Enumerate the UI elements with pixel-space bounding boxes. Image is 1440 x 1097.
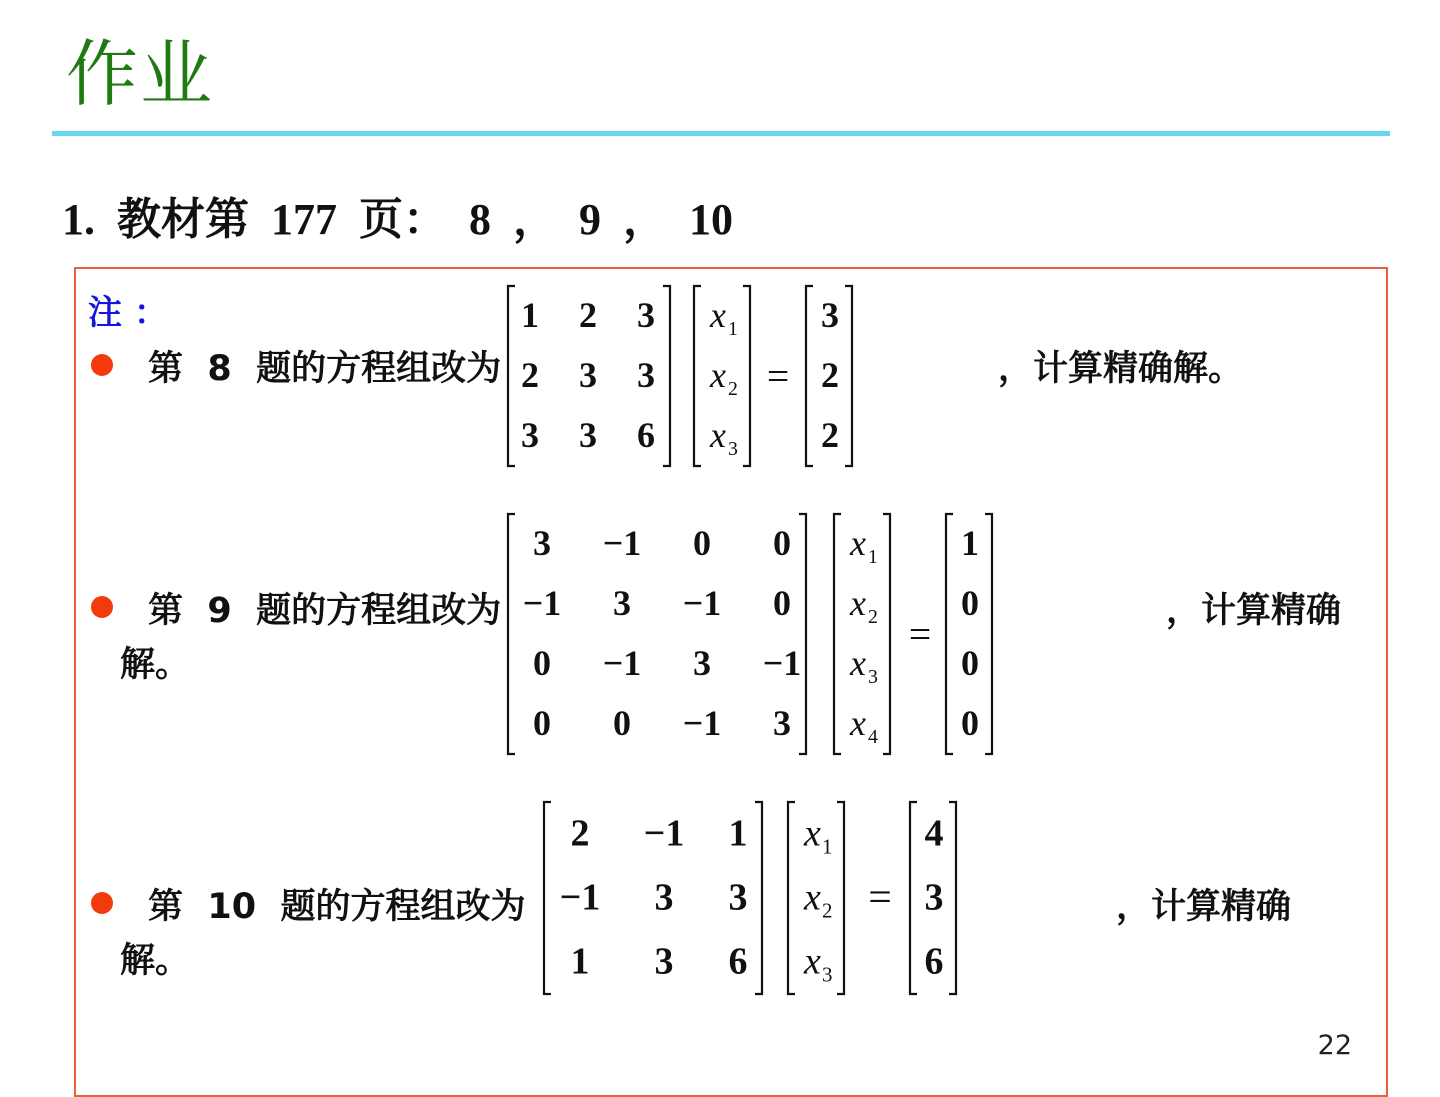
unknown-variable: x xyxy=(710,354,726,395)
note-label: 注 ： xyxy=(88,293,168,333)
problem-10-suffix: ，计算精确 xyxy=(1116,887,1292,927)
unknown-subscript: 3 xyxy=(822,962,833,987)
page-number: 22 xyxy=(1317,1030,1352,1061)
problem-9-continuation: 解。 xyxy=(120,645,191,685)
unknown-variable: x xyxy=(850,702,866,743)
unknown-variable: x xyxy=(804,876,821,919)
matrix-entry: 3 xyxy=(637,354,655,395)
unknown-variable: x xyxy=(804,940,821,983)
matrix-right-bracket xyxy=(755,802,762,994)
matrix-entry: 3 xyxy=(728,876,748,919)
matrix-entry: −1 xyxy=(559,876,601,919)
matrix-entry: 0 xyxy=(693,522,711,563)
problem-9-text: 第 9 题的方程组改为 xyxy=(148,591,502,631)
matrix-entry: 0 xyxy=(533,642,551,683)
rhs-entry: 2 xyxy=(821,354,839,395)
matrix-right-bracket xyxy=(799,514,806,754)
unknown-variable: x xyxy=(710,414,726,455)
slide-title: 作业 xyxy=(66,32,215,116)
matrix-entry: 0 xyxy=(773,522,791,563)
matrix-entry: 3 xyxy=(654,940,674,983)
unknown-subscript: 3 xyxy=(728,437,738,460)
bullet-dot xyxy=(91,354,113,376)
rhs-right-bracket xyxy=(949,802,956,994)
matrix-entry: −1 xyxy=(602,642,642,683)
rhs-left-bracket xyxy=(946,514,953,754)
problem-10-equation xyxy=(536,790,976,987)
vector-left-bracket xyxy=(834,514,841,754)
unknown-variable: x xyxy=(850,582,866,623)
matrix-left-bracket xyxy=(508,286,515,466)
bullet-dot xyxy=(91,596,113,618)
vector-right-bracket xyxy=(743,286,750,466)
unknown-subscript: 3 xyxy=(868,665,878,688)
matrix-left-bracket xyxy=(508,514,515,754)
matrix-entry: 1 xyxy=(521,294,539,335)
rhs-entry: 4 xyxy=(924,812,944,855)
problem-10-text: 第 10 题的方程组改为 xyxy=(148,887,526,927)
unknown-variable: x xyxy=(804,812,821,855)
problem-9-equation xyxy=(500,502,1020,748)
matrix-left-bracket xyxy=(544,802,551,994)
matrix-entry: −1 xyxy=(682,702,722,743)
assignment-heading: 1. 教材第 177 页： 8 ， 9 ， 10 xyxy=(62,195,733,244)
rhs-left-bracket xyxy=(806,286,813,466)
vector-right-bracket xyxy=(883,514,890,754)
matrix-entry: 0 xyxy=(773,582,791,623)
matrix-entry: 3 xyxy=(654,876,674,919)
matrix-entry: −1 xyxy=(682,582,722,623)
rhs-entry: 6 xyxy=(924,940,944,983)
matrix-entry: 1 xyxy=(570,940,590,983)
rhs-entry: 0 xyxy=(961,702,979,743)
problem-10-continuation: 解。 xyxy=(120,941,191,981)
vector-left-bracket xyxy=(788,802,795,994)
unknown-subscript: 2 xyxy=(868,605,878,628)
rhs-entry: 3 xyxy=(924,876,944,919)
rhs-entry: 1 xyxy=(961,522,979,563)
vector-left-bracket xyxy=(694,286,701,466)
unknown-subscript: 2 xyxy=(728,377,738,400)
vector-right-bracket xyxy=(837,802,844,994)
matrix-entry: 0 xyxy=(533,702,551,743)
matrix-entry: 2 xyxy=(521,354,539,395)
unknown-variable: x xyxy=(850,642,866,683)
bullet-dot xyxy=(91,892,113,914)
matrix-entry: 3 xyxy=(579,354,597,395)
matrix-entry: −1 xyxy=(762,642,802,683)
rhs-right-bracket xyxy=(985,514,992,754)
matrix-entry: 2 xyxy=(579,294,597,335)
equals-sign: = xyxy=(908,612,932,656)
title-divider xyxy=(52,131,1390,136)
unknown-variable: x xyxy=(710,294,726,335)
rhs-entry: 2 xyxy=(821,414,839,455)
equals-sign: = xyxy=(766,354,790,398)
matrix-entry: 3 xyxy=(693,642,711,683)
matrix-entry: 3 xyxy=(521,414,539,455)
rhs-entry: 0 xyxy=(961,582,979,623)
unknown-subscript: 2 xyxy=(822,898,833,923)
unknown-subscript: 4 xyxy=(868,725,878,748)
problem-9-suffix: ，计算精确 xyxy=(1166,591,1342,631)
matrix-entry: 1 xyxy=(728,812,748,855)
rhs-entry: 3 xyxy=(821,294,839,335)
matrix-entry: 6 xyxy=(728,940,748,983)
matrix-entry: 3 xyxy=(613,582,631,623)
problem-8-suffix: ，计算精确解。 xyxy=(998,349,1244,389)
unknown-subscript: 1 xyxy=(868,545,878,568)
matrix-entry: 3 xyxy=(637,294,655,335)
matrix-entry: 3 xyxy=(533,522,551,563)
rhs-entry: 0 xyxy=(961,642,979,683)
matrix-right-bracket xyxy=(663,286,670,466)
matrix-entry: 2 xyxy=(570,812,590,855)
matrix-entry: 3 xyxy=(773,702,791,743)
rhs-right-bracket xyxy=(845,286,852,466)
matrix-entry: 6 xyxy=(637,414,655,455)
matrix-entry: −1 xyxy=(602,522,642,563)
unknown-subscript: 1 xyxy=(822,834,833,859)
matrix-entry: 3 xyxy=(579,414,597,455)
matrix-entry: 0 xyxy=(613,702,631,743)
equals-sign: = xyxy=(868,875,892,921)
problem-8-text: 第 8 题的方程组改为 xyxy=(148,349,502,389)
rhs-left-bracket xyxy=(910,802,917,994)
unknown-subscript: 1 xyxy=(728,317,738,340)
matrix-entry: −1 xyxy=(522,582,562,623)
problem-8-equation xyxy=(500,276,880,460)
matrix-entry: −1 xyxy=(643,812,685,855)
unknown-variable: x xyxy=(850,522,866,563)
